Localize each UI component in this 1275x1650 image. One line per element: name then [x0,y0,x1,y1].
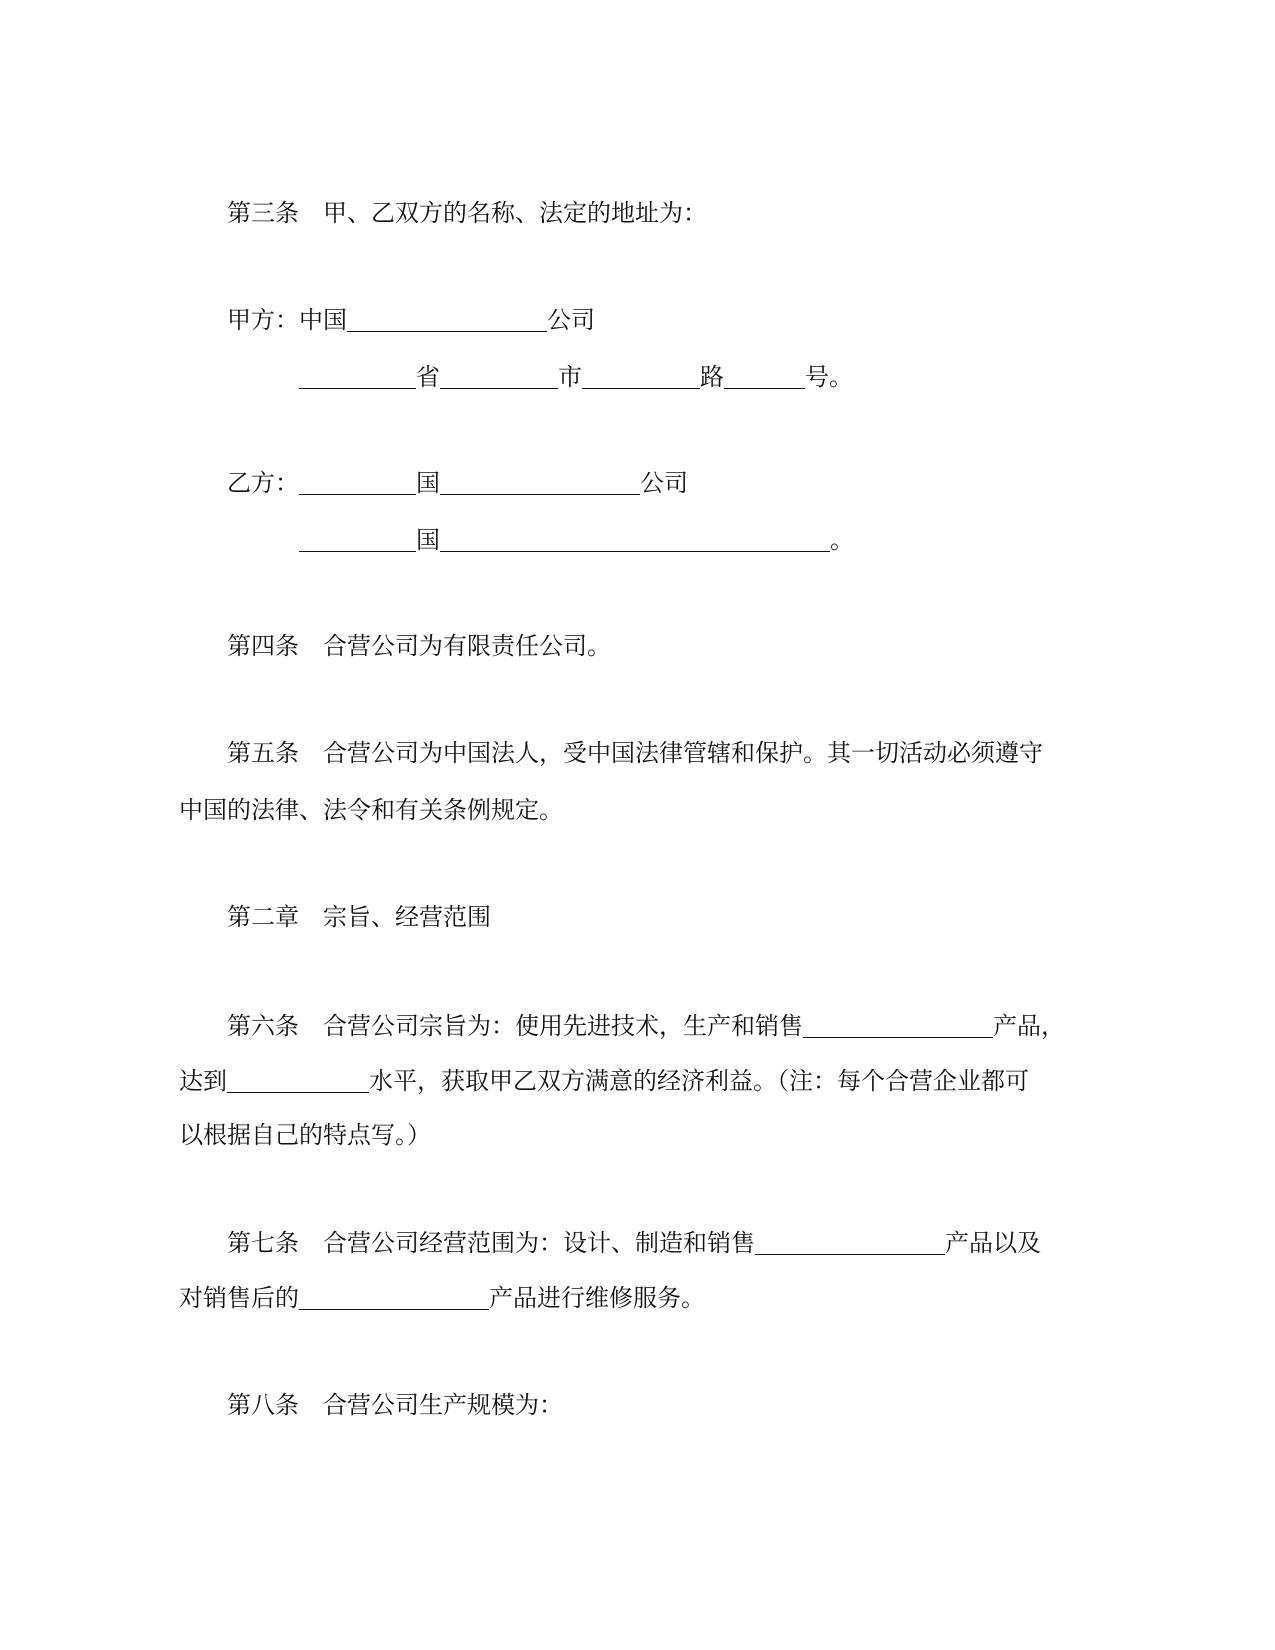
article-6-line-2 [179,1066,1029,1096]
article-7-line-2 [179,1283,705,1313]
party-a-company-blank[interactable] [347,307,547,332]
party-b-address-blank[interactable] [440,527,830,552]
party-a-road: 路 [700,363,724,391]
article-6-text-3: 以根据自己的特点写。） [179,1121,431,1149]
party-a-label: 甲方： [227,306,299,334]
party-a-company-suffix: 公司 [547,306,595,334]
party-a-city: 市 [558,363,582,391]
chapter-2-title: 宗旨、经营范围 [323,903,491,931]
party-a-road-blank[interactable] [582,364,700,389]
article-7-text-2a: 对销售后的 [179,1284,299,1312]
article-6-text-2a: 达到 [179,1067,227,1095]
party-b-country: 国 [416,469,440,497]
article-3 [227,198,707,228]
party-a-address-line [299,362,853,392]
chapter-2-label: 第二章 [227,903,299,931]
article-6-line-3 [179,1120,431,1150]
article-6-label: 第六条 [227,1012,299,1040]
party-b-label: 乙方： [227,469,299,497]
article-7-text-1b: 产品以及 [945,1229,1041,1257]
article-3-label: 第三条 [227,199,299,227]
article-8-text: 合营公司生产规模为： [323,1391,563,1419]
article-7-text-2b: 产品进行维修服务。 [489,1284,705,1312]
article-7-service-blank[interactable] [299,1285,489,1310]
article-4-text: 合营公司为有限责任公司。 [323,632,611,660]
article-6-line-1 [227,1011,1065,1041]
article-4 [227,631,611,661]
party-a-name-line [227,305,595,335]
article-7-line-1 [227,1228,1041,1258]
article-8 [227,1390,563,1420]
party-b-company-blank[interactable] [440,470,640,495]
article-3-text: 甲、乙双方的名称、法定的地址为： [323,199,707,227]
article-8-label: 第八条 [227,1391,299,1419]
article-5-text-1: 合营公司为中国法人，受中国法律管辖和保护。其一切活动必须遵守 [323,739,1043,767]
party-a-province: 省 [416,363,440,391]
article-7-label: 第七条 [227,1229,299,1257]
article-6-level-blank[interactable] [227,1068,369,1093]
party-b-addr-country: 国 [416,526,440,554]
article-6-product-blank[interactable] [803,1013,993,1038]
article-7-text-1a: 合营公司经营范围为：设计、制造和销售 [323,1229,755,1257]
party-a-country: 中国 [299,306,347,334]
article-4-label: 第四条 [227,632,299,660]
party-a-number-blank[interactable] [724,364,805,389]
chapter-2-heading [227,902,491,932]
article-5-line-1 [227,738,1043,768]
party-a-number: 号。 [805,363,853,391]
article-6-text-1b: 产品， [993,1012,1065,1040]
party-a-city-blank[interactable] [440,364,558,389]
party-b-address-line [299,525,854,555]
party-b-end: 。 [830,526,854,554]
party-b-addr-country-blank[interactable] [299,527,416,552]
article-7-product-blank[interactable] [755,1230,945,1255]
party-b-country-blank[interactable] [299,470,416,495]
article-5-label: 第五条 [227,739,299,767]
article-5-text-2: 中国的法律、法令和有关条例规定。 [179,796,563,824]
article-5-line-2 [179,795,563,825]
article-6-text-2b: 水平，获取甲乙双方满意的经济利益。（注：每个合营企业都可 [369,1067,1029,1095]
party-a-province-blank[interactable] [299,364,416,389]
article-6-text-1a: 合营公司宗旨为：使用先进技术，生产和销售 [323,1012,803,1040]
party-b-name-line [227,468,688,498]
party-b-company-suffix: 公司 [640,469,688,497]
